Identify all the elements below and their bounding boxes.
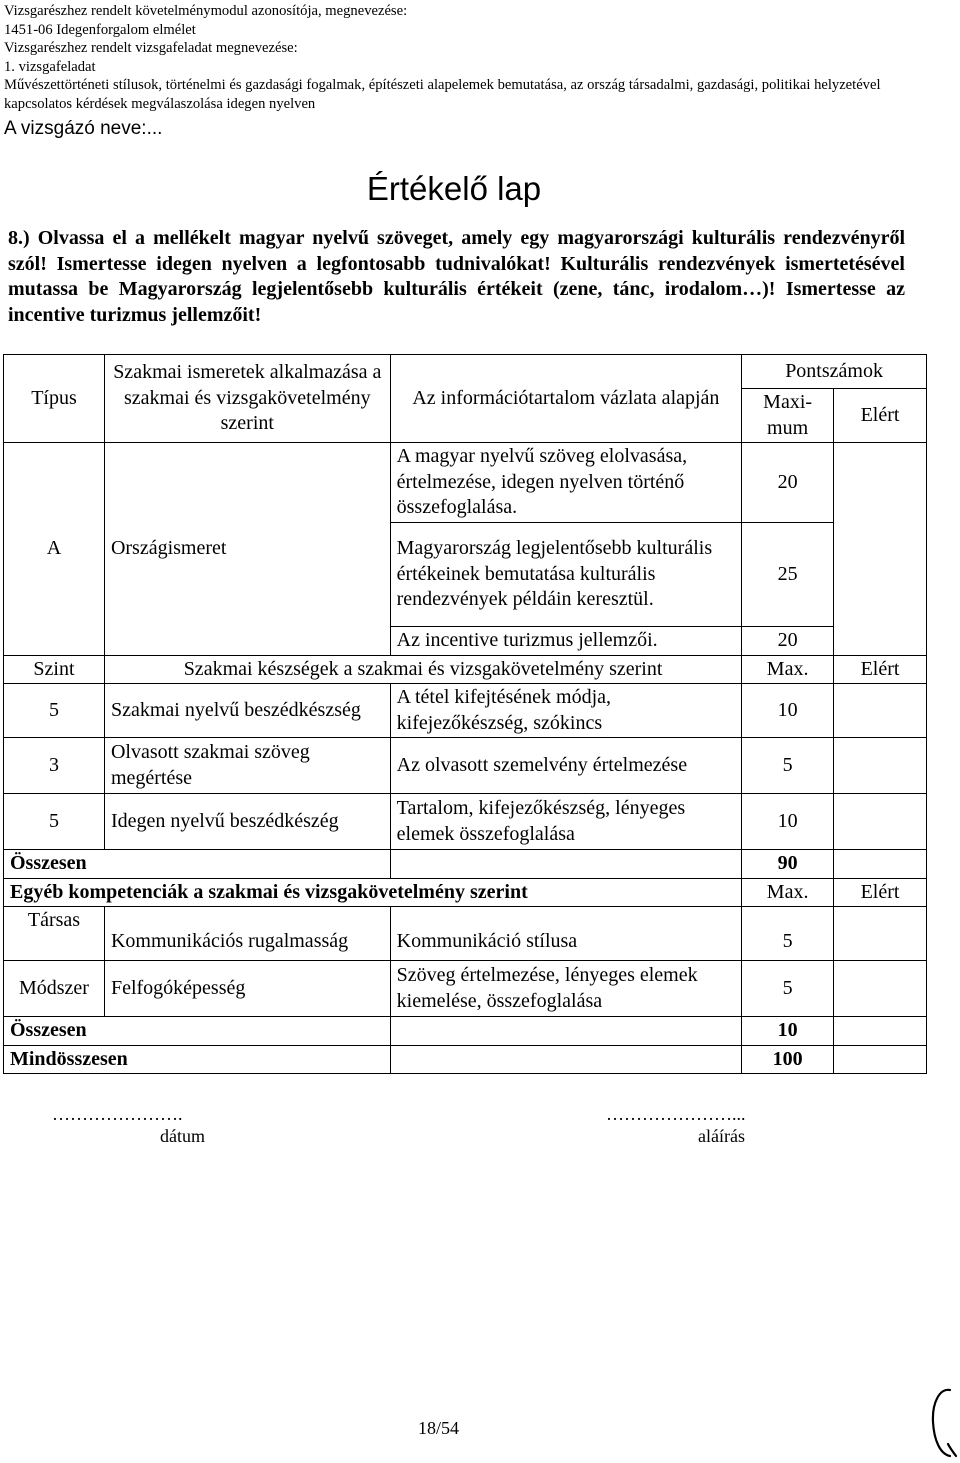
grand-total-blank [390, 1045, 742, 1074]
competence-max: 5 [742, 961, 834, 1017]
outline-max: 25 [742, 523, 834, 627]
competence-achieved-cell[interactable] [834, 961, 927, 1017]
header-outline: Az információtartalom vázlata alapján [390, 355, 742, 443]
skill-level: 3 [4, 738, 105, 794]
subtotal-achieved-cell[interactable] [834, 850, 927, 879]
skill-max: 10 [742, 794, 834, 850]
skill-criterion: Az olvasott szemelvény értelmezése [390, 738, 742, 794]
outline-max: 20 [742, 443, 834, 523]
subtotal-blank [390, 850, 742, 879]
skill-criterion: Tartalom, kifejezőkészség, lényeges elemek összefoglalása [390, 794, 742, 850]
date-dotted-line: …………………. [52, 1104, 183, 1124]
evaluation-table [3, 354, 927, 1074]
skill-achieved-cell[interactable] [834, 738, 927, 794]
handwritten-initial-mark [926, 1384, 958, 1460]
date-label: dátum [160, 1126, 205, 1146]
skills-achieved-header: Elért [834, 655, 927, 684]
skill-level: 5 [4, 794, 105, 850]
task-description: 8.) Olvassa el a mellékelt magyar nyelvű szöveget, amely egy magyarországi kulturális rendezvényről szól! Ismertesse idegen nyelven a legfontosabb tudnivalókat! Kulturális rendezvények ismertetésével mutassa be Magyarország legjelentősebb kulturális értékeit (zene, tánc, irodalom…)! Ismertesse az incentive turizmus jellemzőit! [8, 227, 905, 326]
knowledge-achieved-cell[interactable] [834, 443, 927, 656]
skill-criterion: A tétel kifejtésének módja, kifejezőkészség, szókincs [390, 684, 742, 738]
document-header [4, 2, 954, 114]
signature-label: aláírás [698, 1126, 745, 1146]
competence-achieved-cell[interactable] [834, 907, 927, 961]
subtotal-achieved-cell[interactable] [834, 1017, 927, 1046]
skill-achieved-cell[interactable] [834, 794, 927, 850]
knowledge-topic: Országismeret [104, 443, 390, 656]
candidate-name-label: A vizsgázó neve:... [4, 118, 163, 139]
skill-name: Olvasott szakmai szöveg megértése [104, 738, 390, 794]
header-line: 1. vizsgafeladat [4, 58, 96, 75]
competence-category: Társas [4, 907, 105, 961]
other-competences-title: Egyéb kompetenciák a szakmai és vizsgakövetelmény szerint [4, 878, 742, 907]
outline-max: 20 [742, 627, 834, 656]
outline-item: A magyar nyelvű szöveg elolvasása, értelmezése, idegen nyelven történő összefoglalása. [390, 443, 742, 523]
other-achieved-header: Elért [834, 878, 927, 907]
signature-dotted-line: …………………... [606, 1104, 746, 1124]
subtotal-blank [390, 1017, 742, 1046]
competence-name: Kommunikációs rugalmasság [104, 907, 390, 961]
header-line: kapcsolatos kérdések megválaszolása idegen nyelven [4, 95, 316, 112]
skills-level-header: Szint [4, 655, 105, 684]
header-knowledge: Szakmai ismeretek alkalmazása a szakmai és vizsgakövetelmény szerint [104, 355, 390, 443]
competence-max: 5 [742, 907, 834, 961]
header-line: Vizsgarészhez rendelt követelménymodul azonosítója, megnevezése: [4, 3, 408, 19]
header-type: Típus [4, 355, 105, 443]
competence-criterion: Szöveg értelmezése, lényeges elemek kiemelése, összefoglalása [390, 961, 742, 1017]
page-number: 18/54 [418, 1418, 460, 1438]
page-title: Értékelő lap [366, 170, 542, 207]
skill-max: 10 [742, 684, 834, 738]
competence-name: Felfogóképesség [104, 961, 390, 1017]
subtotal-label: Összesen [4, 1017, 391, 1046]
skill-name: Szakmai nyelvű beszédkészség [104, 684, 390, 738]
skill-max: 5 [742, 738, 834, 794]
subtotal-max: 90 [742, 850, 834, 879]
skills-title: Szakmai készségek a szakmai és vizsgakövetelmény szerint [104, 655, 741, 684]
header-line: Művészettörténeti stílusok, történelmi és gazdasági fogalmak, építészeti alapelemek bemutatása, az ország társadalmi, gazdasági, politikai helyzetével [4, 77, 881, 94]
skill-achieved-cell[interactable] [834, 684, 927, 738]
outline-item: Magyarország legjelentősebb kulturális értékeinek bemutatása kulturális rendezvények példáin keresztül. [390, 523, 742, 627]
header-line: 1451-06 Idegenforgalom elmélet [4, 21, 196, 38]
skills-max-header: Max. [742, 655, 834, 684]
subtotal-label: Összesen [4, 850, 391, 879]
grand-total-max: 100 [742, 1045, 834, 1074]
header-points: Pontszámok [742, 355, 927, 389]
competence-category: Módszer [4, 961, 105, 1017]
knowledge-type: A [4, 443, 105, 656]
grand-total-label: Mindösszesen [4, 1045, 391, 1074]
grand-total-achieved-cell[interactable] [834, 1045, 927, 1074]
skill-name: Idegen nyelvű beszédkészég [104, 794, 390, 850]
header-max: Maxi-mum [742, 389, 834, 443]
competence-criterion: Kommunikáció stílusa [390, 907, 742, 961]
outline-item: Az incentive turizmus jellemzői. [390, 627, 742, 656]
skill-level: 5 [4, 684, 105, 738]
other-max-header: Max. [742, 878, 834, 907]
header-line: Vizsgarészhez rendelt vizsgafeladat megnevezése: [4, 40, 298, 57]
subtotal-max: 10 [742, 1017, 834, 1046]
header-achieved: Elért [834, 389, 927, 443]
